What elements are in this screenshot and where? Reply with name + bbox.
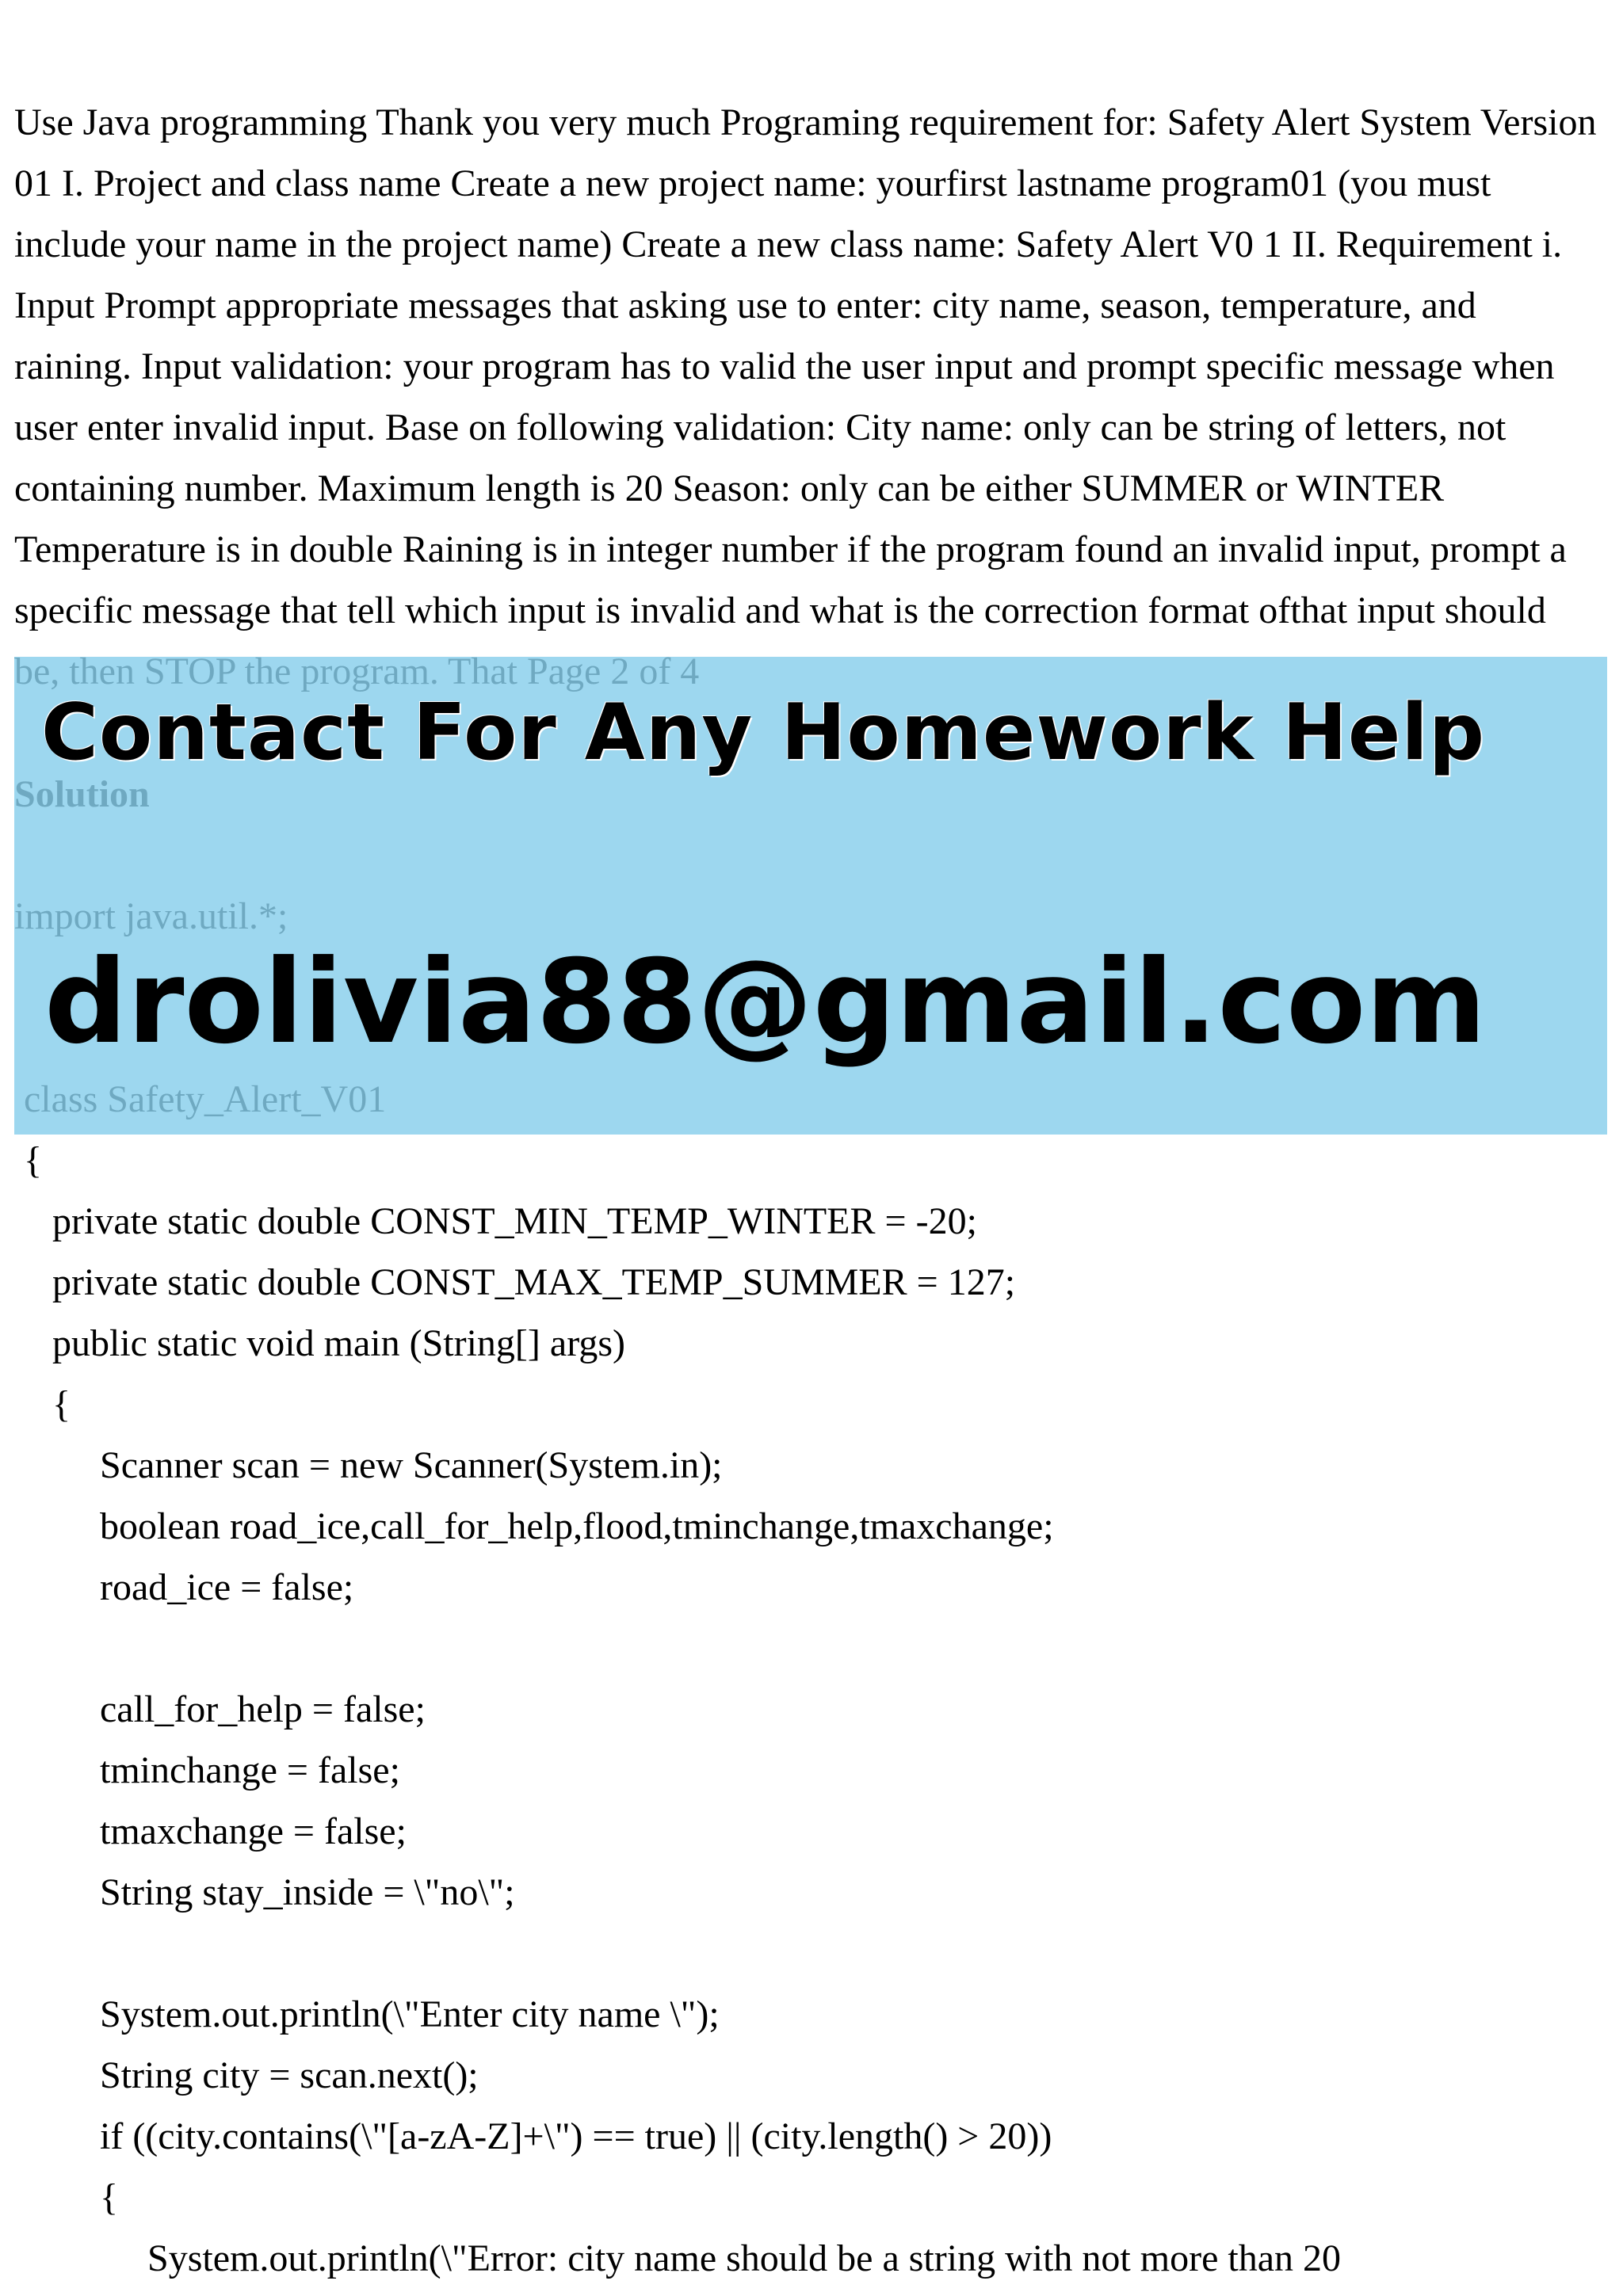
code-line xyxy=(14,1923,1607,1984)
code-line: { xyxy=(14,1139,43,1181)
code-line: private static double CONST_MAX_TEMP_SUMMER = 127; xyxy=(14,1261,1016,1303)
code-line xyxy=(14,1618,1607,1679)
watermark-title: Contact For Any Homework Help xyxy=(41,688,1486,778)
code-line: public static void main (String[] args) xyxy=(14,1322,625,1364)
code-line: String city = scan.next(); xyxy=(14,2054,479,2096)
code-line: Scanner scan = new Scanner(System.in); xyxy=(14,1444,723,1486)
code-line: call_for_help = false; xyxy=(14,1688,426,1730)
code-line: { xyxy=(14,2176,119,2218)
code-line: String stay_inside = \"no\"; xyxy=(14,1871,515,1913)
code-line: private static double CONST_MIN_TEMP_WINTER = -20; xyxy=(14,1200,977,1242)
code-line: tminchange = false; xyxy=(14,1749,400,1791)
code-line: tmaxchange = false; xyxy=(14,1810,407,1852)
code-line: road_ice = false; xyxy=(14,1566,354,1608)
code-line: boolean road_ice,call_for_help,flood,tminchange,tmaxchange; xyxy=(14,1505,1054,1547)
question-text: Use Java programming Thank you very much Programing requirement for: Safety Alert System Version 01 I. Project and class name Create a new project name: yourfirst lastname program01 (you must include your name in the project name) Create a new class name: Safety Alert V0 1 II. Requirement i. Input Prompt appropriate messages that asking use to enter: city name, season, temperature, and raining. Input validation: your program has to valid the user input and prompt specific message when user enter invalid input. Base on following validation: City name: only can be string of letters, not containing number. Maximum length is 20 Season: only can be either SUMMER or WINTER Temperature is in double Raining is in integer number if the program found an invalid input, prompt a specific message that tell which input is invalid and what is the correction format ofthat input should xyxy=(14,101,1597,631)
code-line: System.out.println(\"Enter city name \"); xyxy=(14,1993,720,2035)
code-line: System.out.println(\"Error: city name should be a string with not more than 20 xyxy=(14,2237,1342,2279)
watermark-email: drolivia88@gmail.com xyxy=(44,935,1487,1070)
code-line: if ((city.contains(\"[a-zA-Z]+\") == true) || (city.length() > 20)) xyxy=(14,2115,1052,2157)
code-line: { xyxy=(14,1383,71,1425)
